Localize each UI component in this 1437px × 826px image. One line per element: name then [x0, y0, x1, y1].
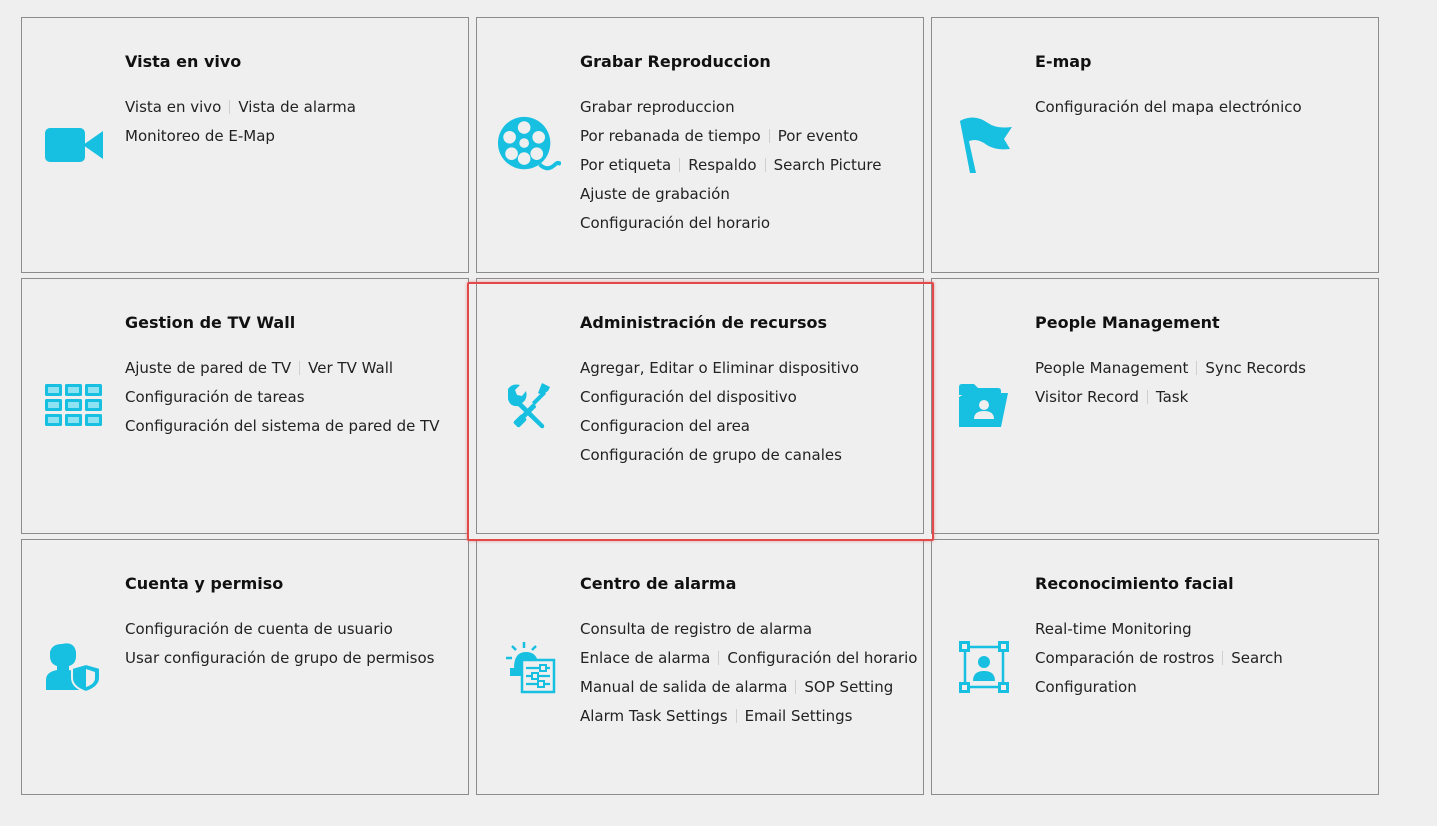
- card-title[interactable]: Reconocimiento facial: [1035, 574, 1234, 593]
- link-separator: [229, 100, 230, 114]
- link-configuracion-del-horario[interactable]: Configuración del horario: [580, 214, 771, 232]
- card-links: [580, 358, 859, 474]
- card-links: [580, 97, 882, 242]
- card-title[interactable]: People Management: [1035, 313, 1220, 332]
- link-real-time-monitoring[interactable]: Real-time Monitoring: [1035, 620, 1192, 638]
- link-row: [580, 619, 917, 648]
- link-comparacion-de-rostros[interactable]: Comparación de rostros: [1035, 649, 1215, 667]
- card-administracion-recursos: [476, 278, 924, 534]
- link-enlace-de-alarma[interactable]: Enlace de alarma: [580, 649, 711, 667]
- link-row: [580, 648, 917, 677]
- flag-icon[interactable]: [952, 18, 1016, 272]
- card-cuenta-permiso: [21, 539, 469, 795]
- link-row: [125, 648, 435, 677]
- link-manual-de-salida-de-alarma[interactable]: Manual de salida de alarma: [580, 678, 788, 696]
- link-row: [1035, 619, 1283, 648]
- link-por-etiqueta[interactable]: Por etiqueta: [580, 156, 672, 174]
- card-links: [1035, 619, 1283, 706]
- link-row: [125, 416, 440, 445]
- link-row: [580, 416, 859, 445]
- card-title[interactable]: Centro de alarma: [580, 574, 737, 593]
- link-sop-setting[interactable]: SOP Setting: [804, 678, 894, 696]
- link-search[interactable]: Search: [1231, 649, 1283, 667]
- video-camera-icon[interactable]: [42, 18, 106, 272]
- card-title[interactable]: Vista en vivo: [125, 52, 242, 71]
- link-configuration[interactable]: Configuration: [1035, 678, 1137, 696]
- card-people-management: [931, 278, 1379, 534]
- link-separator: [299, 361, 300, 375]
- link-separator: [769, 129, 770, 143]
- link-usar-configuracion-de-grupo-de-permisos[interactable]: Usar configuración de grupo de permisos: [125, 649, 435, 667]
- link-configuracion-del-mapa-electronico[interactable]: Configuración del mapa electrónico: [1035, 98, 1302, 116]
- card-links: [1035, 97, 1302, 126]
- link-row: [125, 358, 440, 387]
- tv-wall-grid-icon[interactable]: [42, 279, 106, 533]
- link-task[interactable]: Task: [1155, 388, 1189, 406]
- link-configuracion-de-grupo-de-canales[interactable]: Configuración de grupo de canales: [580, 446, 842, 464]
- link-row: [1035, 648, 1283, 677]
- card-gestion-tv-wall: [21, 278, 469, 534]
- link-row: [580, 213, 882, 242]
- link-row: [125, 619, 435, 648]
- link-configuracion-de-cuenta-de-usuario[interactable]: Configuración de cuenta de usuario: [125, 620, 393, 638]
- wrench-screwdriver-icon[interactable]: [497, 279, 561, 533]
- link-row: [580, 155, 882, 184]
- link-row: [1035, 677, 1283, 706]
- card-links: [125, 619, 435, 677]
- link-ajuste-de-pared-de-tv[interactable]: Ajuste de pared de TV: [125, 359, 292, 377]
- link-configuracion-del-area[interactable]: Configuracion del area: [580, 417, 750, 435]
- link-search-picture[interactable]: Search Picture: [773, 156, 882, 174]
- link-sync-records[interactable]: Sync Records: [1205, 359, 1306, 377]
- link-people-management[interactable]: People Management: [1035, 359, 1189, 377]
- link-por-rebanada-de-tiempo[interactable]: Por rebanada de tiempo: [580, 127, 761, 145]
- card-e-map: [931, 17, 1379, 273]
- link-row: [125, 97, 356, 126]
- link-email-settings[interactable]: Email Settings: [744, 707, 853, 725]
- card-links: [125, 97, 356, 155]
- card-title[interactable]: Gestion de TV Wall: [125, 313, 296, 332]
- link-separator: [718, 651, 719, 665]
- link-row: [580, 706, 917, 735]
- link-ver-tv-wall[interactable]: Ver TV Wall: [308, 359, 394, 377]
- link-row: [580, 184, 882, 213]
- card-links: [580, 619, 917, 735]
- link-row: [580, 126, 882, 155]
- link-separator: [795, 680, 796, 694]
- link-configuracion-del-horario[interactable]: Configuración del horario: [727, 649, 918, 667]
- link-grabar-reproduccion[interactable]: Grabar reproduccion: [580, 98, 735, 116]
- link-alarm-task-settings[interactable]: Alarm Task Settings: [580, 707, 728, 725]
- link-row: [580, 677, 917, 706]
- link-configuracion-del-sistema-de-pared-de-tv[interactable]: Configuración del sistema de pared de TV: [125, 417, 440, 435]
- link-por-evento[interactable]: Por evento: [777, 127, 859, 145]
- link-row: [1035, 97, 1302, 126]
- link-separator: [679, 158, 680, 172]
- card-centro-alarma: [476, 539, 924, 795]
- link-consulta-de-registro-de-alarma[interactable]: Consulta de registro de alarma: [580, 620, 813, 638]
- link-respaldo[interactable]: Respaldo: [688, 156, 757, 174]
- card-grabar-reproduccion: [476, 17, 924, 273]
- link-separator: [765, 158, 766, 172]
- link-agregar-editar-o-eliminar-dispositivo[interactable]: Agregar, Editar o Eliminar dispositivo: [580, 359, 859, 377]
- link-vista-de-alarma[interactable]: Vista de alarma: [238, 98, 356, 116]
- link-separator: [736, 709, 737, 723]
- card-links: [125, 358, 440, 445]
- link-separator: [1147, 390, 1148, 404]
- card-title[interactable]: Grabar Reproduccion: [580, 52, 771, 71]
- link-configuracion-de-tareas[interactable]: Configuración de tareas: [125, 388, 305, 406]
- card-title[interactable]: Administración de recursos: [580, 313, 828, 332]
- link-row: [125, 387, 440, 416]
- link-row: [125, 126, 356, 155]
- card-title[interactable]: Cuenta y permiso: [125, 574, 284, 593]
- face-recognition-icon[interactable]: [952, 540, 1016, 794]
- card-vista-en-vivo: [21, 17, 469, 273]
- card-links: [1035, 358, 1306, 416]
- alarm-siren-icon[interactable]: [497, 540, 561, 794]
- link-monitoreo-de-e-map[interactable]: Monitoreo de E-Map: [125, 127, 275, 145]
- link-row: [580, 445, 859, 474]
- link-row: [1035, 358, 1306, 387]
- link-row: [580, 358, 859, 387]
- link-ajuste-de-grabacion[interactable]: Ajuste de grabación: [580, 185, 730, 203]
- people-folder-icon[interactable]: [952, 279, 1016, 533]
- card-title[interactable]: E-map: [1035, 52, 1092, 71]
- link-row: [1035, 387, 1306, 416]
- link-row: [580, 97, 882, 126]
- link-separator: [1222, 651, 1223, 665]
- link-visitor-record[interactable]: Visitor Record: [1035, 388, 1139, 406]
- film-reel-icon[interactable]: [497, 18, 561, 272]
- user-shield-icon[interactable]: [42, 540, 106, 794]
- link-row: [580, 387, 859, 416]
- card-reconocimiento-facial: [931, 539, 1379, 795]
- link-configuracion-del-dispositivo[interactable]: Configuración del dispositivo: [580, 388, 797, 406]
- link-separator: [1196, 361, 1197, 375]
- link-vista-en-vivo[interactable]: Vista en vivo: [125, 98, 222, 116]
